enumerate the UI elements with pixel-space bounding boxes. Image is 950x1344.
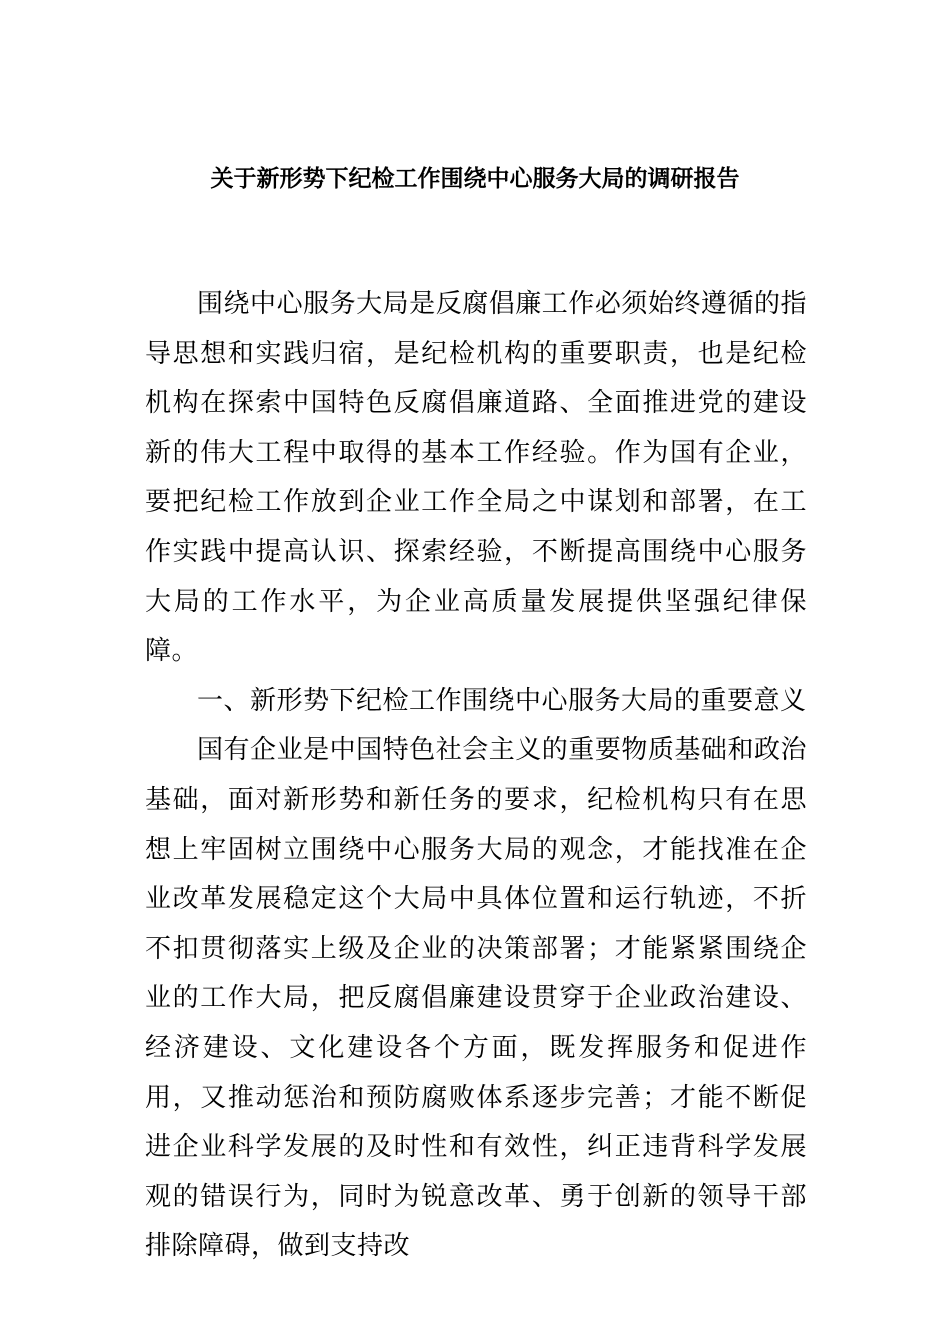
section-heading: 一、新形势下纪检工作围绕中心服务大局的重要意义 <box>197 685 807 716</box>
paragraph-intro: 围绕中心服务大局是反腐倡廉工作必须始终遵循的指导思想和实践归宿，是纪检机构的重要职责，也是纪检机构在探索中国特色反腐倡廉道路、全面推进党的建设新的伟大工程中取得的基本工作经验。作为国有企业，要把纪检工作放到企业工作全局之中谋划和部署，在工作实践中提高认识、探索经验，不断提高围绕中心服务大局的工作水平，为企业高质量发展提供坚强纪律保障。 <box>145 289 807 667</box>
paragraph-significance: 国有企业是中国特色社会主义的重要物质基础和政治基础，面对新形势和新任务的要求，纪检机构只有在思想上牢固树立围绕中心服务大局的观念，才能找准在企业改革发展稳定这个大局中具体位置和运行轨迹，不折不扣贯彻落实上级及企业的决策部署；才能紧紧围绕企业的工作大局，把反腐倡廉建设贯穿于企业政治建设、经济建设、文化建设各个方面，既发挥服务和促进作用，又推动惩治和预防腐败体系逐步完善；才能不断促进企业科学发展的及时性和有效性，纠正违背科学发展观的错误行为，同时为锐意改革、勇于创新的领导干部排除障碍，做到支持改 <box>145 735 807 1262</box>
document-body <box>145 280 807 1272</box>
document-title: 关于新形势下纪检工作围绕中心服务大局的调研报告 <box>210 166 740 192</box>
